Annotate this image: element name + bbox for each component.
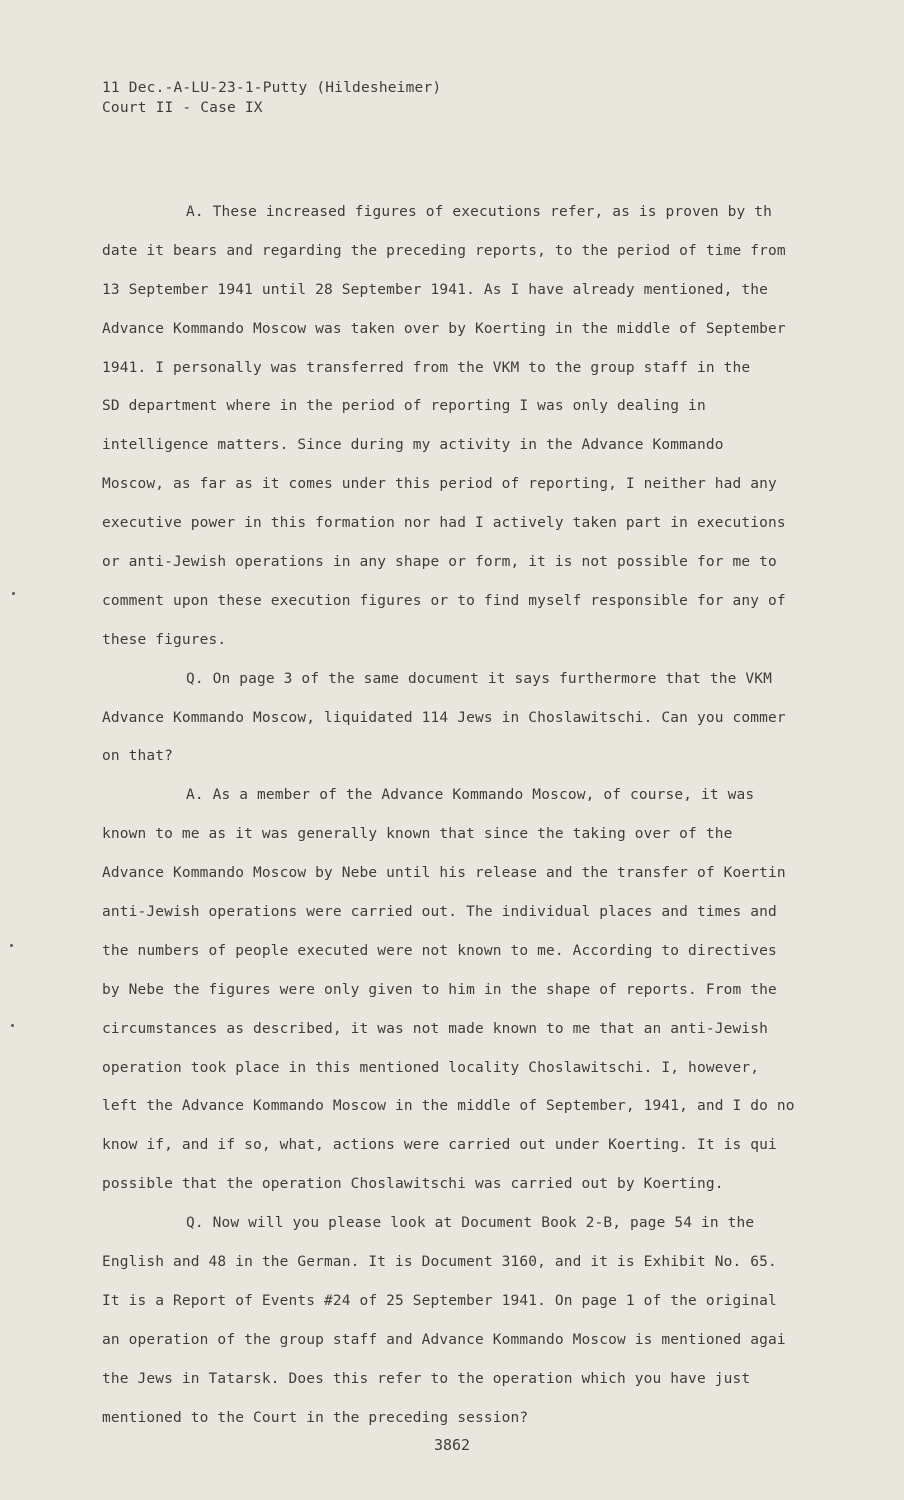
paragraph-line: date it bears and regarding the preceding reports, to the period of time from [102,242,786,259]
paragraph-line: 13 September 1941 until 28 September 1941. As I have already mentioned, the [102,281,768,298]
paragraph-line: operation took place in this mentioned locality Choslawitschi. I, however, [102,1059,760,1076]
paragraph-question-2 [102,1204,842,1437]
transcript-body [102,193,842,1438]
paragraph-line: possible that the operation Choslawitschi was carried out by Koerting. [102,1176,724,1193]
paragraph-line: circumstances as described, it was not made known to me that an anti-Jewish [102,1020,768,1037]
paragraph-line: the numbers of people executed were not known to me. According to directives [102,942,777,959]
paragraph-line: known to me as it was generally known that since the taking over of the [102,826,733,843]
page-number: 3862 [433,1436,471,1454]
paragraph-line: Q. Now will you please look at Document Book 2-B, page 54 in the [186,1215,755,1232]
paragraph-line: Advance Kommando Moscow by Nebe until his release and the transfer of Koertin [102,865,786,882]
paragraph-line: on that? [102,748,174,765]
paragraph-line: Advance Kommando Moscow was taken over by Koerting in the middle of September [102,320,786,337]
paragraph-line: by Nebe the figures were only given to him in the shape of reports. From the [102,981,777,998]
paragraph-line: A. As a member of the Advance Kommando Moscow, of course, it was [186,787,755,804]
paper-speck [12,592,15,595]
paragraph-line: these figures. [102,631,227,648]
paragraph-line: the Jews in Tatarsk. Does this refer to the operation which you have just [102,1370,751,1387]
paragraph-line: know if, and if so, what, actions were carried out under Koerting. It is qui [102,1137,777,1154]
paragraph-line: 1941. I personally was transferred from the VKM to the group staff in the [102,359,751,376]
header-court-line: Court II - Case IX [102,100,263,116]
paper-speck [10,944,13,947]
paragraph-line: mentioned to the Court in the preceding session? [102,1409,529,1426]
paragraph-line: English and 48 in the German. It is Document 3160, and it is Exhibit No. 65. [102,1254,777,1271]
paragraph-line: anti-Jewish operations were carried out. The individual places and times and [102,904,777,921]
paragraph-question-1 [102,660,842,777]
paragraph-line: an operation of the group staff and Advance Kommando Moscow is mentioned agai [102,1331,786,1348]
paragraph-line: It is a Report of Events #24 of 25 September 1941. On page 1 of the original [102,1292,777,1309]
paragraph-line: left the Advance Kommando Moscow in the middle of September, 1941, and I do no [102,1098,795,1115]
document-header [102,78,441,118]
paragraph-line: Moscow, as far as it comes under this period of reporting, I neither had any [102,476,777,493]
paragraph-line: Q. On page 3 of the same document it says furthermore that the VKM [186,670,773,687]
header-reference-line: 11 Dec.-A-LU-23-1-Putty (Hildesheimer) [102,80,442,96]
paragraph-line: executive power in this formation nor had I actively taken part in executions [102,515,786,532]
paragraph-line: or anti-Jewish operations in any shape or form, it is not possible for me to [102,554,777,571]
paragraph-line: Advance Kommando Moscow, liquidated 114 Jews in Choslawitschi. Can you commer [102,709,786,726]
paragraph-line: SD department where in the period of reporting I was only dealing in [102,398,706,415]
paragraph-line: intelligence matters. Since during my activity in the Advance Kommando [102,437,724,454]
paragraph-line: A. These increased figures of executions refer, as is proven by th [186,204,773,220]
paragraph-answer-2 [102,776,842,1204]
paragraph-line: comment upon these execution figures or to find myself responsible for any of [102,592,786,609]
paper-speck [11,1024,14,1027]
paragraph-answer-1 [102,193,842,660]
